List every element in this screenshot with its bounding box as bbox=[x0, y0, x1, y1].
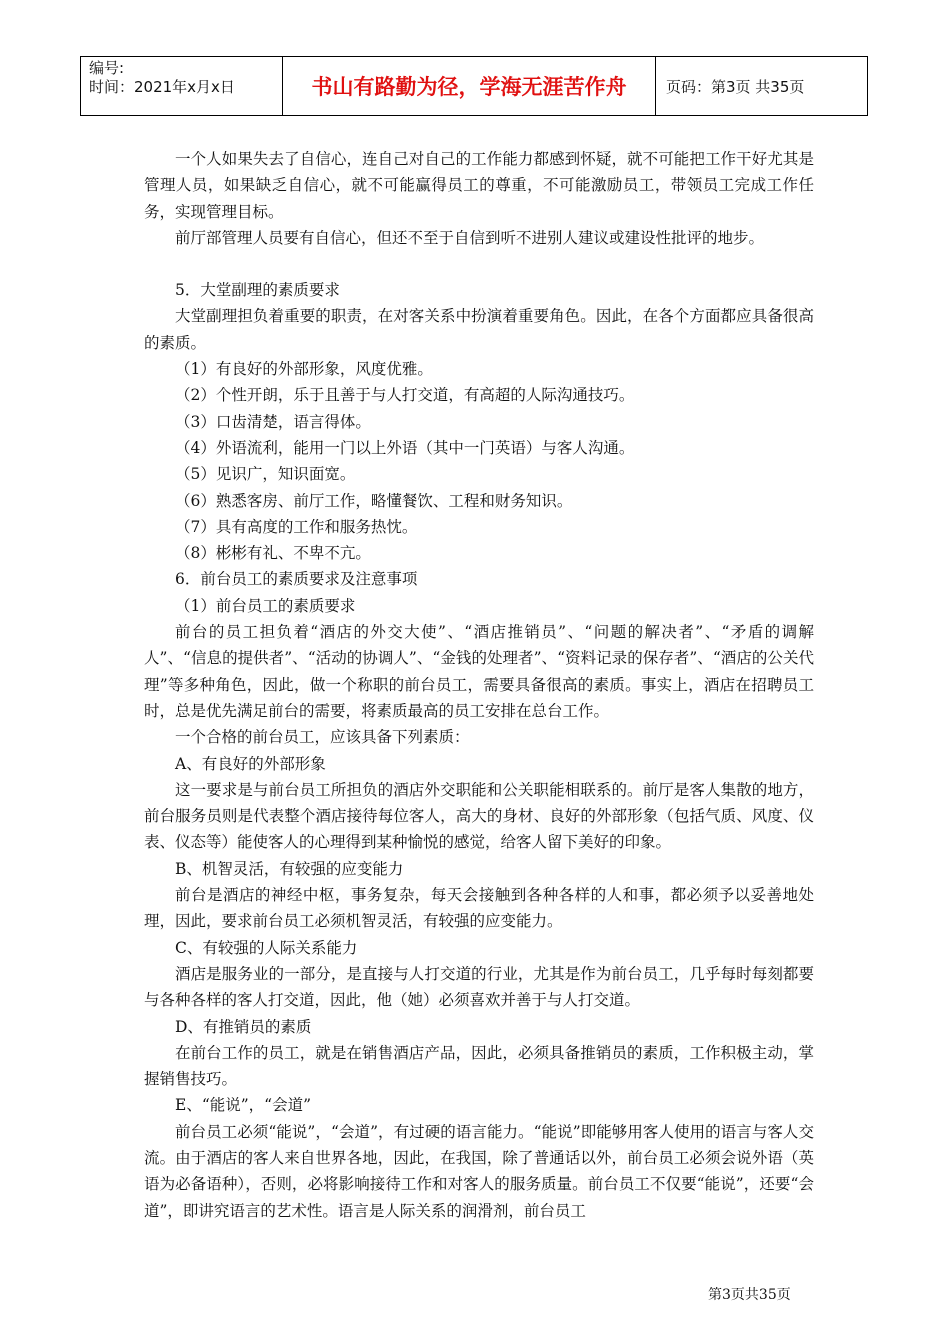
list-item: （2）个性开朗，乐于且善于与人打交道，有高超的人际沟通技巧。 bbox=[175, 386, 635, 405]
paragraph: 前厅部管理人员要有自信心，但还不至于自信到听不进别人建议或建设性批评的地步。 bbox=[175, 228, 765, 247]
item-heading: C、有较强的人际关系能力 bbox=[175, 938, 358, 957]
paragraph: 酒店是服务业的一部分，是直接与人打交道的行业，尤其是作为前台员工，几乎每时每刻都要与各种各样的客人打交道，因此，他（她）必须喜欢并善于与人打交道。 bbox=[144, 964, 814, 1010]
paragraph: 一个人如果失去了自信心，连自己对自己的工作能力都感到怀疑，就不可能把工作干好尤其是管理人员，如果缺乏自信心，就不可能赢得员工的尊重，不可能激励员工，带领员工完成工作任务，实现管理目标。 bbox=[144, 150, 814, 221]
header-motto: 书山有路勤为径，学海无涯苦作舟 bbox=[283, 57, 656, 115]
paragraph: 前台的员工担负着“酒店的外交大使”、“酒店推销员”、“问题的解决者”、“矛盾的调解人”、“信息的提供者”、“活动的协调人”、“金钱的处理者”、“资料记录的保存者”、“酒店的公关代理”等多种角色，因此，做一个称职的前台员工，需要具备很高的素质。事实上，酒店在招聘员工时，总是优先满足前台的需要，将素质最高的员工安排在总台工作。 bbox=[144, 623, 814, 720]
paragraph: 前台是酒店的神经中枢，事务复杂，每天会接触到各种各样的人和事，都必须予以妥善地处理，因此，要求前台员工必须机智灵活，有较强的应变能力。 bbox=[144, 886, 814, 931]
list-item: （7）具有高度的工作和服务热忱。 bbox=[175, 517, 418, 536]
item-heading: B、机智灵活，有较强的应变能力 bbox=[175, 859, 404, 878]
section-heading: 5．大堂副理的素质要求 bbox=[175, 281, 340, 300]
item-heading: E、“能说”，“会道” bbox=[175, 1096, 312, 1115]
list-item: （8）彬彬有礼、不卑不亢。 bbox=[175, 544, 371, 563]
page-header bbox=[80, 56, 868, 116]
item-heading: A、有良好的外部形象 bbox=[175, 754, 326, 773]
time-label: 时间：2021年x月x日 bbox=[89, 78, 235, 96]
paragraph: 在前台工作的员工，就是在销售酒店产品，因此，必须具备推销员的素质，工作积极主动，掌握销售技巧。 bbox=[144, 1043, 814, 1089]
list-item: （3）口齿清楚，语言得体。 bbox=[175, 412, 371, 431]
paragraph: 一个合格的前台员工，应该具备下列素质： bbox=[175, 728, 470, 747]
page-footer: 第3页共35页 bbox=[708, 1287, 791, 1303]
header-page-label: 页码：第3页 共35页 bbox=[666, 77, 805, 96]
paragraph: 这一要求是与前台员工所担负的酒店外交职能和公关职能相联系的。前厅是客人集散的地方，前台服务员则是代表整个酒店接待每位客人，高大的身材、良好的外部形象（包括气质、风度、仪表、仪态等）能使客人的心理得到某种愉悦的感觉，给客人留下美好的印象。 bbox=[144, 780, 814, 852]
item-heading: D、有推销员的素质 bbox=[175, 1017, 312, 1036]
header-meta bbox=[81, 57, 283, 115]
subsection-heading: （1）前台员工的素质要求 bbox=[175, 596, 356, 615]
list-item: （6）熟悉客房、前厅工作，略懂餐饮、工程和财务知识。 bbox=[175, 491, 573, 510]
list-item: （5）见识广，知识面宽。 bbox=[175, 465, 356, 484]
list-item: （4）外语流利，能用一门以上外语（其中一门英语）与客人沟通。 bbox=[175, 438, 635, 457]
document-body bbox=[144, 146, 814, 1224]
paragraph: 大堂副理担负着重要的职责，在对客关系中扮演着重要角色。因此，在各个方面都应具备很高的素质。 bbox=[144, 307, 814, 352]
section-heading: 6．前台员工的素质要求及注意事项 bbox=[175, 570, 418, 589]
list-item: （1）有良好的外部形象，风度优雅。 bbox=[175, 360, 433, 379]
number-label: 编号: bbox=[89, 59, 125, 77]
paragraph: 前台员工必须“能说”，“会道”，有过硬的语言能力。“能说”即能够用客人使用的语言与客人交流。由于酒店的客人来自世界各地，因此，在我国，除了普通话以外，前台员工必须会说外语（英语为必备语种），否则，必将影响接待工作和对客人的服务质量。前台员工不仅要“能说”，还要“会道”，即讲究语言的艺术性。语言是人际关系的润滑剂，前台员工 bbox=[144, 1122, 814, 1220]
